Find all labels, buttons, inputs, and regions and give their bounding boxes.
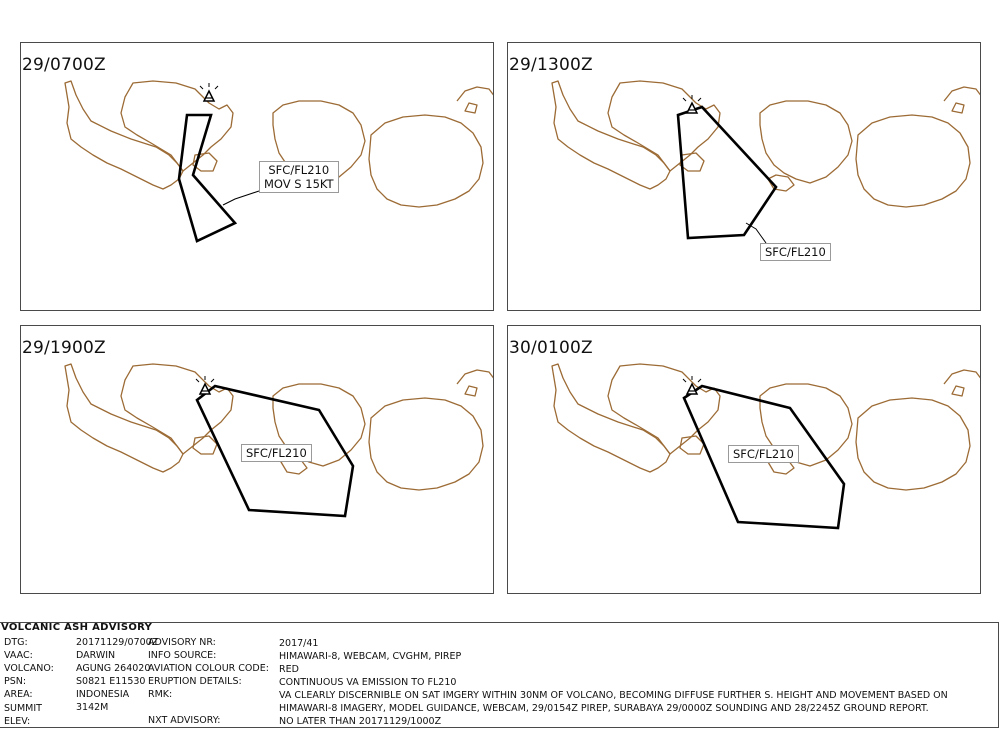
advisory-row-vaac: [0, 650, 999, 663]
row-key: AREA:: [4, 689, 33, 700]
label-pointer: [223, 191, 259, 205]
forecast-time: 29/1300Z: [509, 55, 593, 75]
forecast-time: 30/0100Z: [509, 338, 593, 358]
row-key: VOLCANO:: [4, 663, 54, 674]
row-value: 3142M: [76, 702, 109, 713]
forecast-panel-1900z: [20, 325, 494, 594]
row-key: DTG:: [4, 637, 28, 648]
forecast-panel-0100z: [507, 325, 981, 594]
advisory-title: VOLCANIC ASH ADVISORY: [1, 622, 153, 633]
ash-cloud-polygon: [678, 107, 776, 238]
row-value: CONTINUOUS VA EMISSION TO FL210: [279, 677, 457, 688]
coastline: [552, 364, 981, 490]
advisory-row-volcano: [0, 663, 999, 676]
flight-level-label: SFC/FL210: [246, 446, 307, 460]
row-value: 20171129/0700Z: [76, 637, 159, 648]
row-value: 2017/41: [279, 638, 319, 649]
coastline: [65, 364, 494, 490]
ash-cloud-label: [241, 444, 312, 462]
row-key: ERUPTION DETAILS:: [148, 676, 242, 687]
row-value: S0821 E11530: [76, 676, 146, 687]
row-value: HIMAWARI-8, WEBCAM, CVGHM, PIREP: [279, 651, 462, 662]
map: [508, 43, 981, 311]
forecast-time: 29/1900Z: [22, 338, 106, 358]
volcano-icon: [200, 83, 218, 101]
forecast-panel-0700z: [20, 42, 494, 311]
row-key: VAAC:: [4, 650, 33, 661]
row-value: RED: [279, 664, 299, 675]
volcano-icon: [196, 376, 214, 394]
row-value: DARWIN: [76, 650, 116, 661]
movement-label: MOV S 15KT: [264, 177, 334, 191]
row-key: NXT ADVISORY:: [148, 715, 221, 726]
ash-cloud-label: [259, 161, 339, 193]
advisory-text-box: [0, 622, 999, 728]
row-key: INFO SOURCE:: [148, 650, 217, 661]
row-key: SUMMIT ELEV:: [4, 703, 42, 727]
advisory-row-dtg: [0, 637, 999, 650]
ash-cloud-label: [760, 243, 831, 261]
row-key: ADVISORY NR:: [148, 637, 216, 648]
row-key: RMK:: [148, 689, 173, 700]
row-key: PSN:: [4, 676, 27, 687]
forecast-time: 29/0700Z: [22, 55, 106, 75]
row-value: INDONESIA: [76, 689, 130, 700]
row-value: VA CLEARLY DISCERNIBLE ON SAT IMGERY WITHIN 30NM OF VOLCANO, BECOMING DIFFUSE FURTHER S. HEIGHT AND MOVEMENT BASED ON HIMAWARI-8 IMAGERY, MODEL GUIDANCE, WEBCAM, 29/0154Z PIREP, SURABAYA 29/0000Z SOUNDING AND 28/2245Z GROUND REPORT.: [279, 690, 948, 714]
flight-level-label: SFC/FL210: [733, 447, 794, 461]
row-value: NO LATER THAN 20171129/1000Z: [279, 716, 442, 727]
flight-level-label: SFC/FL210: [268, 163, 330, 177]
ash-cloud-label: [728, 445, 799, 463]
coastline: [552, 81, 981, 207]
row-key: AVIATION COLOUR CODE:: [148, 663, 269, 674]
flight-level-label: SFC/FL210: [765, 245, 826, 259]
volcano-icon: [683, 376, 701, 394]
advisory-row-psn: [0, 676, 999, 689]
map: [21, 43, 494, 311]
advisory-row-next: [0, 715, 999, 728]
row-value: AGUNG 264020: [76, 663, 151, 674]
ash-cloud-polygon: [179, 115, 235, 241]
forecast-panel-1300z: [507, 42, 981, 311]
